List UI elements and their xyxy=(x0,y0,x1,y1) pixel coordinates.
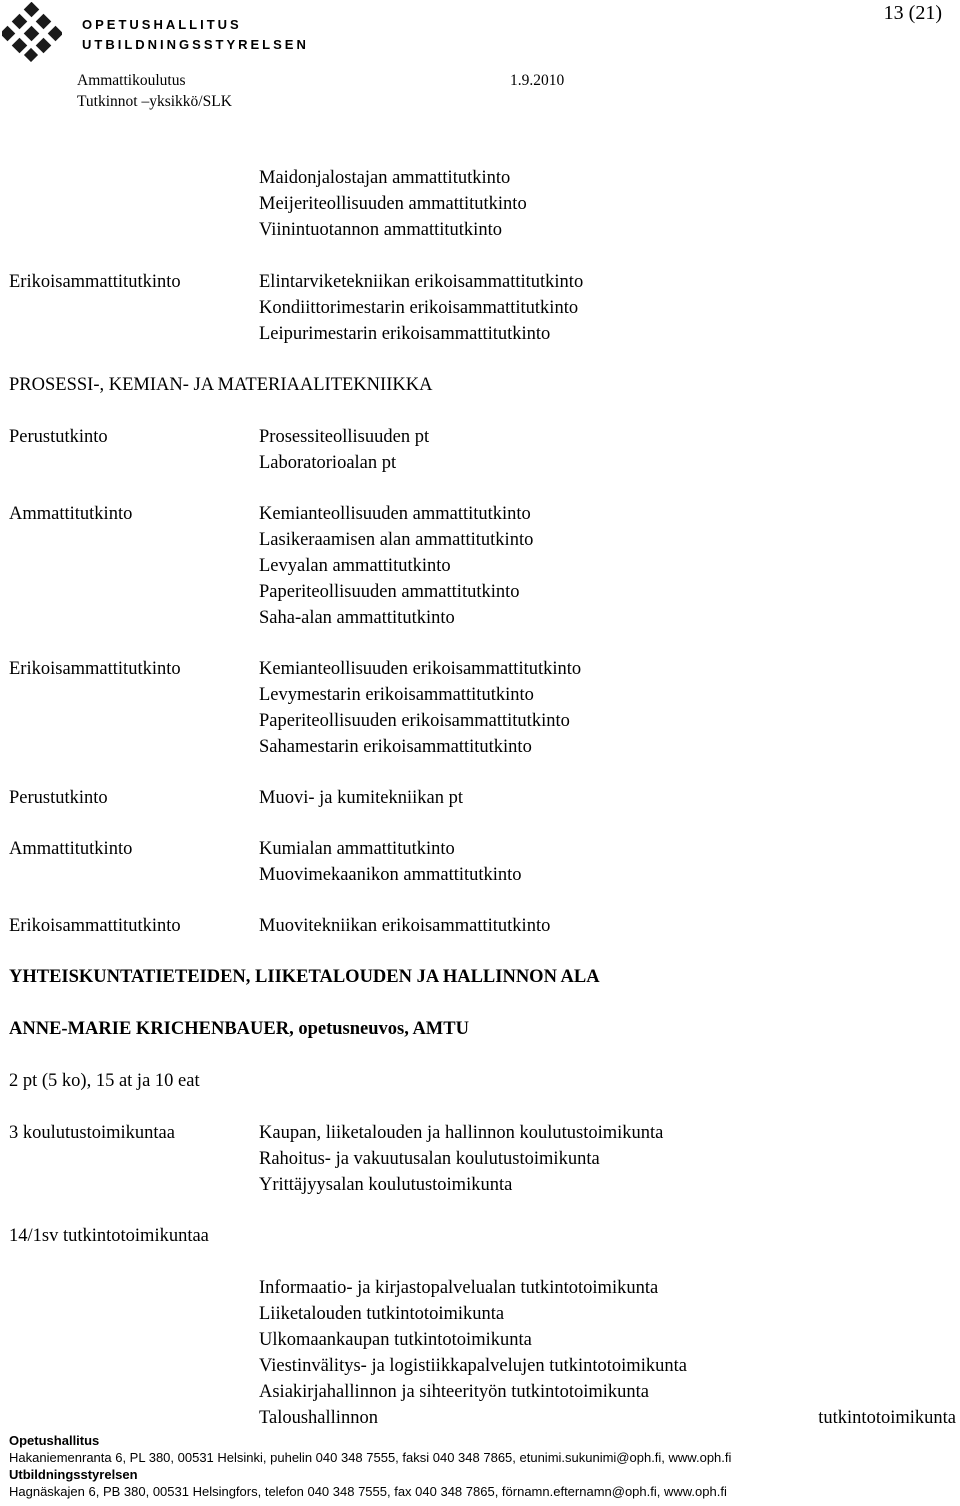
last-item-left: Taloushallinnon xyxy=(259,1408,378,1428)
list-item: Saha-alan ammattitutkinto xyxy=(259,608,455,628)
list-item: Leipurimestarin erikoisammattitutkinto xyxy=(259,324,551,344)
list-item: Rahoitus- ja vakuutusalan koulutustoimikunta xyxy=(259,1149,600,1169)
list-item: Informaatio- ja kirjastopalvelualan tutkintotoimikunta xyxy=(259,1278,659,1298)
list-item: Muovitekniikan erikoisammattitutkinto xyxy=(259,916,551,936)
ammatti2-label: Ammattitutkinto xyxy=(9,839,133,859)
section-c-title: YHTEISKUNTATIETEIDEN, LIIKETALOUDEN JA HALLINNON ALA xyxy=(9,967,600,987)
perus2-list xyxy=(259,785,463,811)
footer-address-sv: Hagnäskajen 6, PB 380, 00531 Helsingfors, telefon 040 348 7555, fax 040 348 7865, förnamn.efternamn@oph.fi, www.oph.fi xyxy=(9,1484,727,1499)
ko-label: 3 koulutustoimikuntaa xyxy=(9,1123,175,1143)
list-item: Kaupan, liiketalouden ja hallinnon koulutustoimikunta xyxy=(259,1123,664,1143)
list-item: Sahamestarin erikoisammattitutkinto xyxy=(259,737,532,757)
list-item: Paperiteollisuuden ammattitutkinto xyxy=(259,582,520,602)
tt-list xyxy=(259,1275,687,1431)
section-a-ammatti-list xyxy=(259,165,527,243)
ammatti1-list xyxy=(259,501,533,631)
list-item xyxy=(259,1405,687,1431)
erikois-label: Erikoisammattitutkinto xyxy=(9,272,181,292)
header-date: 1.9.2010 xyxy=(510,72,565,89)
logo-diamond-icon xyxy=(2,2,62,62)
list-item: Ulkomaankaupan tutkintotoimikunta xyxy=(259,1330,532,1350)
footer-name-fi: Opetushallitus xyxy=(9,1433,100,1448)
header-category: Ammattikoulutus xyxy=(77,72,186,89)
tt-label: 14/1sv tutkintotoimikuntaa xyxy=(9,1226,209,1246)
last-item-right: tutkintotoimikunta xyxy=(818,1408,956,1428)
list-item: Viinintuotannon ammattitutkinto xyxy=(259,220,502,240)
perus2-label: Perustutkinto xyxy=(9,788,108,808)
logo-org-sv: UTBILDNINGSSTYRELSEN xyxy=(82,37,309,52)
footer-address-fi: Hakaniemenranta 6, PL 380, 00531 Helsinki, puhelin 040 348 7555, faksi 040 348 7865, etunimi.sukunimi@oph.fi, www.oph.fi xyxy=(9,1450,732,1465)
erikois1-list xyxy=(259,656,581,760)
list-item: Paperiteollisuuden erikoisammattitutkinto xyxy=(259,711,570,731)
list-item: Liiketalouden tutkintotoimikunta xyxy=(259,1304,505,1324)
logo-org-fi: OPETUSHALLITUS xyxy=(82,17,242,32)
ko-list xyxy=(259,1120,663,1198)
erikois1-label: Erikoisammattitutkinto xyxy=(9,659,181,679)
list-item: Laboratorioalan pt xyxy=(259,453,397,473)
erikois2-label: Erikoisammattitutkinto xyxy=(9,916,181,936)
list-item: Maidonjalostajan ammattitutkinto xyxy=(259,168,511,188)
list-item: Levymestarin erikoisammattitutkinto xyxy=(259,685,534,705)
perus1-label: Perustutkinto xyxy=(9,427,108,447)
header-unit: Tutkinnot –yksikkö/SLK xyxy=(77,93,232,110)
ammatti1-label: Ammattitutkinto xyxy=(9,504,133,524)
section-c-person: ANNE-MARIE KRICHENBAUER, opetusneuvos, AMTU xyxy=(9,1019,469,1039)
list-item: Muovi- ja kumitekniikan pt xyxy=(259,788,463,808)
list-item: Kumialan ammattitutkinto xyxy=(259,839,455,859)
list-item: Lasikeraamisen alan ammattitutkinto xyxy=(259,530,534,550)
logo xyxy=(2,2,62,62)
perus1-list xyxy=(259,424,429,476)
list-item: Prosessiteollisuuden pt xyxy=(259,427,430,447)
section-b-title: PROSESSI-, KEMIAN- JA MATERIAALITEKNIIKKA xyxy=(9,375,433,395)
list-item: Kondiittorimestarin erikoisammattitutkinto xyxy=(259,298,579,318)
section-a-erikois-list xyxy=(259,269,583,347)
footer xyxy=(9,1432,731,1500)
list-item: Kemianteollisuuden ammattitutkinto xyxy=(259,504,531,524)
ammatti2-list xyxy=(259,836,522,888)
erikois2-list xyxy=(259,913,550,939)
list-item: Yrittäjyysalan koulutustoimikunta xyxy=(259,1175,513,1195)
list-item: Muovimekaanikon ammattitutkinto xyxy=(259,865,522,885)
list-item: Kemianteollisuuden erikoisammattitutkinto xyxy=(259,659,582,679)
page-number: 13 (21) xyxy=(883,2,942,24)
list-item: Asiakirjahallinnon ja sihteerityön tutkintotoimikunta xyxy=(259,1382,649,1402)
list-item: Levyalan ammattitutkinto xyxy=(259,556,451,576)
section-c-counts: 2 pt (5 ko), 15 at ja 10 eat xyxy=(9,1071,200,1091)
list-item: Viestinvälitys- ja logistiikkapalvelujen tutkintotoimikunta xyxy=(259,1356,687,1376)
list-item: Elintarviketekniikan erikoisammattitutkinto xyxy=(259,272,584,292)
list-item: Meijeriteollisuuden ammattitutkinto xyxy=(259,194,527,214)
footer-name-sv: Utbildningsstyrelsen xyxy=(9,1467,138,1482)
